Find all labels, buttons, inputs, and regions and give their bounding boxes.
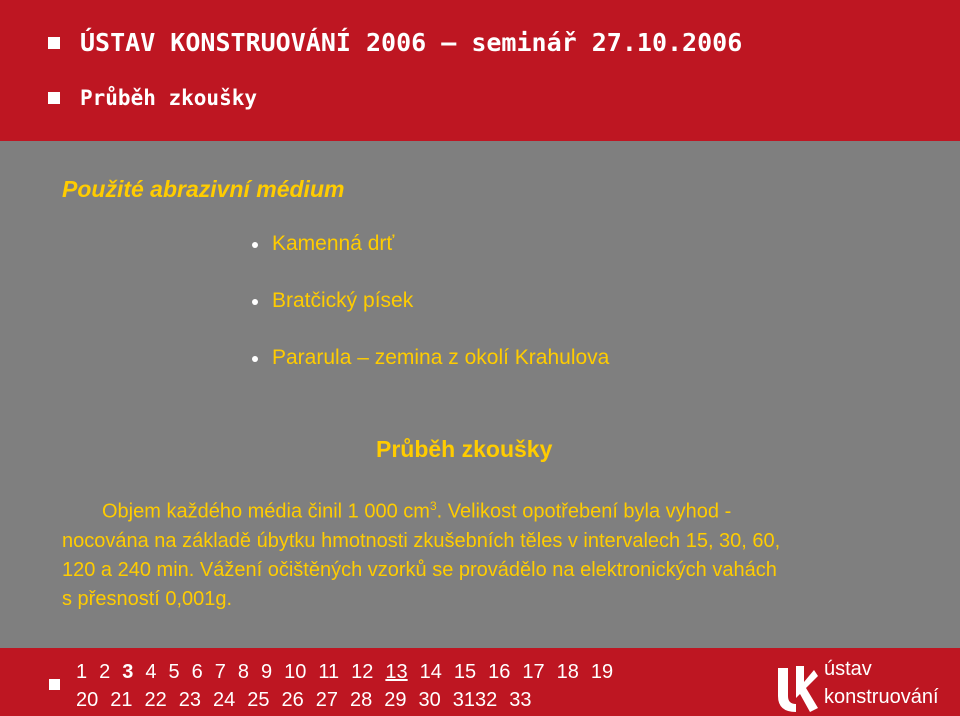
bullet-square-icon <box>49 679 60 690</box>
page-link[interactable]: 7 <box>214 661 226 683</box>
page-link[interactable]: 15 <box>453 661 477 683</box>
bullet-dot-icon <box>252 356 258 362</box>
slide-title-row <box>48 28 742 57</box>
paragraph-line: 120 a 240 min. Vážení očištěných vzorků se provádělo na elektronických vahách <box>62 558 777 581</box>
list-item: Bratčický písek <box>250 289 609 346</box>
page-link[interactable]: 9 <box>261 661 273 683</box>
page-link[interactable]: 26 <box>281 689 304 711</box>
abrasive-list <box>250 232 609 403</box>
page-link[interactable]: 18 <box>556 661 579 683</box>
page-link[interactable]: 24 <box>213 689 236 711</box>
page-link[interactable]: 2 <box>99 661 111 683</box>
page-link[interactable]: 23 <box>178 689 201 711</box>
logo-text: konstruování <box>824 686 939 708</box>
section-heading: Průběh zkoušky <box>376 436 553 462</box>
page-link[interactable]: 17 <box>522 661 545 683</box>
uk-logo-icon <box>774 662 818 714</box>
page-link[interactable]: 12 <box>351 661 374 683</box>
page-link[interactable]: 10 <box>284 661 307 683</box>
bullet-dot-icon <box>252 242 258 248</box>
nav-row <box>76 658 625 686</box>
slide-title: ÚSTAV KONSTRUOVÁNÍ 2006 – seminář 27.10.2006 <box>80 28 743 57</box>
bullet-dot-icon <box>252 299 258 305</box>
page-link[interactable]: 25 <box>247 689 270 711</box>
page-link[interactable]: 8 <box>237 661 249 683</box>
page-link[interactable]: 6 <box>191 661 203 683</box>
page-link[interactable]: 28 <box>350 689 373 711</box>
page-link[interactable]: 16 <box>488 661 511 683</box>
page-link[interactable]: 22 <box>144 689 167 711</box>
paragraph-line: nocována na základě úbytku hmotnosti zkušebních těles v intervalech 15, 30, 60, <box>62 529 781 552</box>
slide-subtitle: Průběh zkoušky <box>80 86 258 110</box>
page-link[interactable]: 30 <box>418 689 441 711</box>
page-link[interactable]: 21 <box>110 689 133 711</box>
description-paragraph <box>62 492 930 614</box>
page-link[interactable]: 11 <box>318 661 340 683</box>
list-item: Pararula – zemina z okolí Krahulova <box>250 346 609 403</box>
page-link[interactable]: 1 <box>76 661 88 683</box>
bullet-square-icon <box>48 92 60 104</box>
logo <box>768 656 958 716</box>
page-link[interactable]: 3 <box>122 661 134 683</box>
page-link[interactable]: 20 <box>76 689 99 711</box>
slide-navigation <box>76 658 625 714</box>
page-link[interactable]: 5 <box>168 661 180 683</box>
nav-row <box>76 686 625 714</box>
page-link[interactable]: 29 <box>384 689 407 711</box>
paragraph-line: Objem každého média činil 1 000 $cm^3$. Velikost opotřebení byla vyhod - <box>102 499 732 523</box>
logo-text: ústav <box>824 658 872 680</box>
page-link[interactable]: 4 <box>145 661 157 683</box>
page-link[interactable]: 19 <box>590 661 614 683</box>
page-link[interactable]: 33 <box>509 689 532 711</box>
bullet-square-icon <box>48 37 60 49</box>
header-bar <box>0 0 960 141</box>
page-link[interactable]: 3132 <box>452 689 498 711</box>
slide-subtitle-row <box>48 86 257 110</box>
paragraph-line: s přesností 0,001g. <box>62 587 233 610</box>
list-item: Kamenná drť <box>250 232 609 289</box>
abrasive-heading: Použité abrazivní médium <box>62 176 345 202</box>
page-link[interactable]: 14 <box>419 661 442 683</box>
page-link[interactable]: 27 <box>315 689 338 711</box>
page-link[interactable]: 13 <box>385 661 408 683</box>
